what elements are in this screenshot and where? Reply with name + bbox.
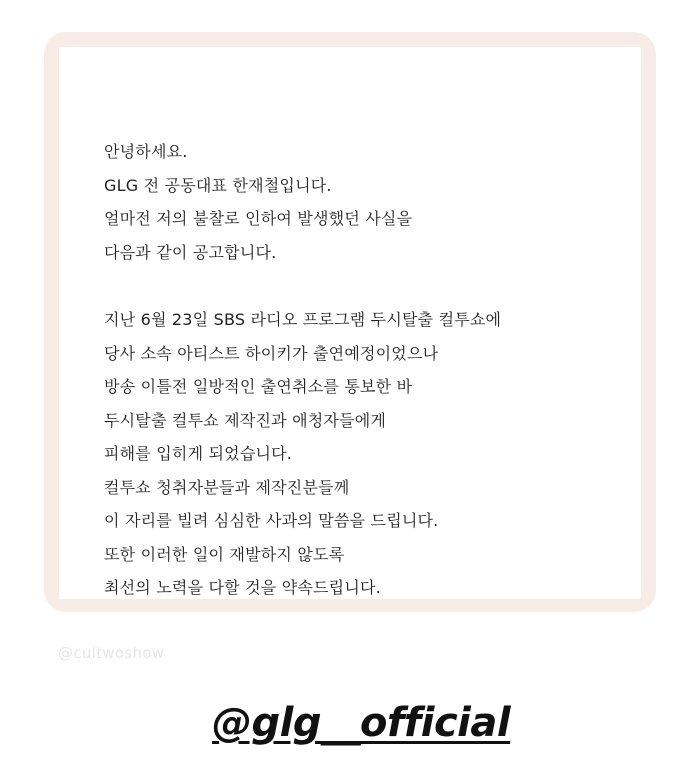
notice-line: 또한 이러한 일이 재발하지 않도록 — [104, 544, 345, 564]
notice-line: 당사 소속 아티스트 하이키가 출연예정이었으나 — [104, 343, 439, 363]
notice-line: GLG 전 공동대표 한재철입니다. — [104, 175, 332, 195]
notice-line: 얼마전 저의 불찰로 인하여 발생했던 사실을 — [104, 209, 413, 228]
watermark-text: @cultwoshow — [58, 644, 165, 662]
notice-paragraph-greeting — [104, 135, 641, 269]
notice-paragraph-apology — [104, 303, 641, 605]
mention-tag[interactable]: @glg__official — [212, 700, 511, 746]
notice-line: 컬투쇼 청취자분들과 제작진분들께 — [104, 477, 350, 497]
notice-line: 이 자리를 빌려 심심한 사과의 말씀을 드립니다. — [104, 511, 439, 530]
notice-line: 두시탈출 컬투쇼 제작진과 애청자들에게 — [104, 410, 387, 430]
notice-line: 다음과 같이 공고합니다. — [104, 242, 277, 262]
notice-line: 지난 6월 23일 SBS 라디오 프로그램 두시탈출 컬투쇼에 — [104, 310, 502, 329]
notice-line: 최선의 노력을 다할 것을 약속드립니다. — [104, 578, 381, 597]
notice-line: 안녕하세요. — [104, 142, 188, 161]
notice-line: 피해를 입히게 되었습니다. — [104, 444, 293, 463]
notice-line: 방송 이틀전 일방적인 출연취소를 통보한 바 — [104, 377, 413, 396]
notice-card — [59, 47, 641, 599]
story-frame — [44, 32, 656, 612]
